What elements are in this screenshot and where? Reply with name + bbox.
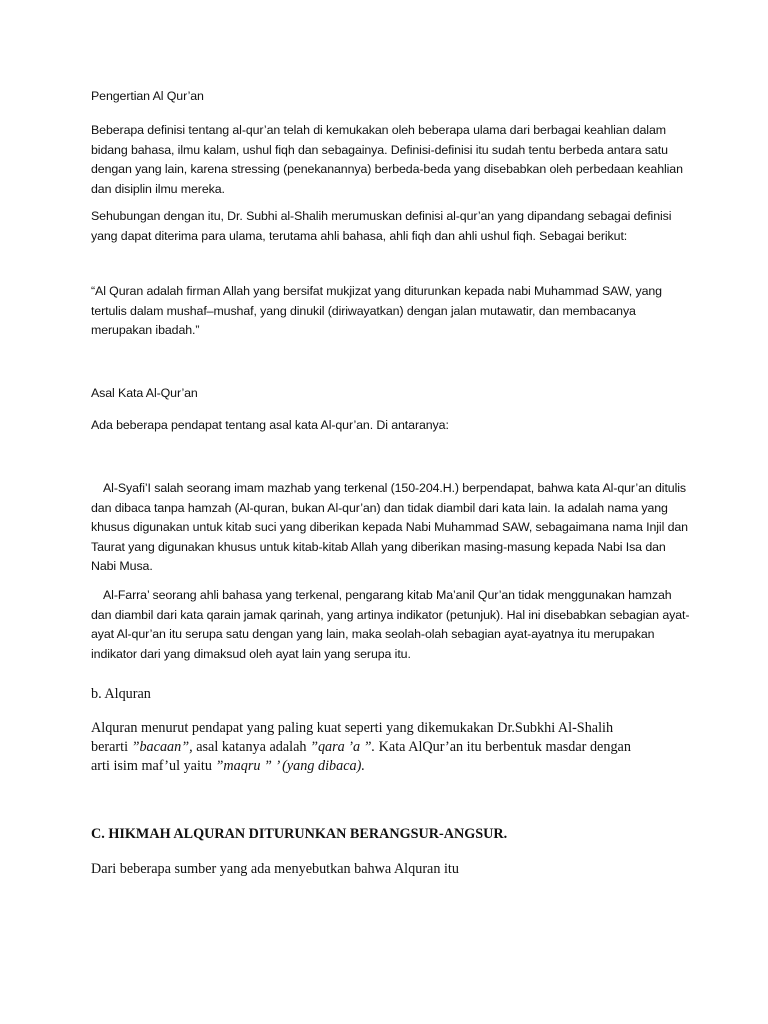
quote-definisi: “Al Quran adalah firman Allah yang bersifat mukjizat yang diturunkan kepada nabi Muhammad SAW, yang tertulis dalam mushaf–mushaf, yang dinukil (diriwayatkan) dengan jalan mutawatir, dan membacanya merupakan ibadah.” <box>91 284 662 337</box>
paragraph-definisi: Beberapa definisi tentang al-qur’an telah di kemukakan oleh beberapa ulama dari berbagai keahlian dalam bidang bahasa, ilmu kalam, ushul fiqh dan sebagainya. Definisi-definisi itu sudah tentu berbeda antara satu dengan yang lain, karena stressing (penekanannya) berbeda-beda yang disebabkan oleh perbedaan keahlian dan disiplin ilmu mereka. <box>91 123 683 196</box>
section-title-pengertian: Pengertian Al Qur’an <box>91 89 204 103</box>
section-title-asal-kata: Asal Kata Al-Qur’an <box>91 386 198 400</box>
alquran-line-2 <box>91 738 691 757</box>
alquran-line-3 <box>91 757 691 776</box>
alquran-line-3-a: arti isim maf’ul yaitu <box>91 758 216 774</box>
paragraph-sehubungan: Sehubungan dengan itu, Dr. Subhi al-Shalih merumuskan definisi al-qur’an yang dipandang sebagai definisi yang dapat diterima para ulama, terutama ahli bahasa, ahli fiqh dan ahli ushul fiqh. Sebagai berikut: <box>91 209 672 243</box>
alquran-line-2-e: Kata AlQur’an itu berbentuk masdar dengan <box>375 739 631 755</box>
term-qaraa: ”qara ’a ”. <box>310 739 376 755</box>
alquran-line-2-c: asal katanya adalah <box>192 739 311 755</box>
paragraph-hikmah: Dari beberapa sumber yang ada menyebutkan bahwa Alquran itu <box>91 861 459 877</box>
term-maqru: ”maqru ” ’ (yang dibaca). <box>215 758 365 774</box>
alquran-line-1: Alquran menurut pendapat yang paling kuat seperti yang dikemukakan Dr.Subkhi Al-Shalih <box>91 720 614 736</box>
term-bacaan: ”bacaan”, <box>131 739 193 755</box>
paragraph-al-farra: Al-Farra’ seorang ahli bahasa yang terkenal, pengarang kitab Ma’anil Qur’an tidak menggunakan hamzah dan diambil dari kata qarain jamak qarinah, yang artinya indikator (petunjuk). Hal ini disebabkan sebagian ayat-ayat Al-qur’an itu serupa satu dengan yang lain, maka seolah-olah sebagian ayat-ayatnya itu merupakan indikator dari yang dimaksud oleh ayat lain yang serupa itu. <box>91 588 690 661</box>
alquran-line-2-a: berarti <box>91 739 132 755</box>
paragraph-alquran <box>91 719 691 776</box>
section-title-hikmah: C. HIKMAH ALQURAN DITURUNKAN BERANGSUR-ANGSUR. <box>91 826 508 842</box>
paragraph-intro-asal-kata: Ada beberapa pendapat tentang asal kata Al-qur’an. Di antaranya: <box>91 418 449 432</box>
section-title-alquran: b. Alquran <box>91 686 151 702</box>
paragraph-al-syafii: Al-Syafi’I salah seorang imam mazhab yang terkenal (150-204.H.) berpendapat, bahwa kata Al-qur’an ditulis dan dibaca tanpa hamzah (Al-quran, bukan Al-qur’an) dan tidak diambil dari kata lain. Ia adalah nama yang khusus digunakan untuk kitab suci yang diberikan kepada Nabi Muhammad SAW, sebagaimana nama Injil dan Taurat yang digunakan khusus untuk kitab-kitab Allah yang diberikan masing-masung kepada Nabi Isa dan Nabi Musa. <box>91 481 688 573</box>
